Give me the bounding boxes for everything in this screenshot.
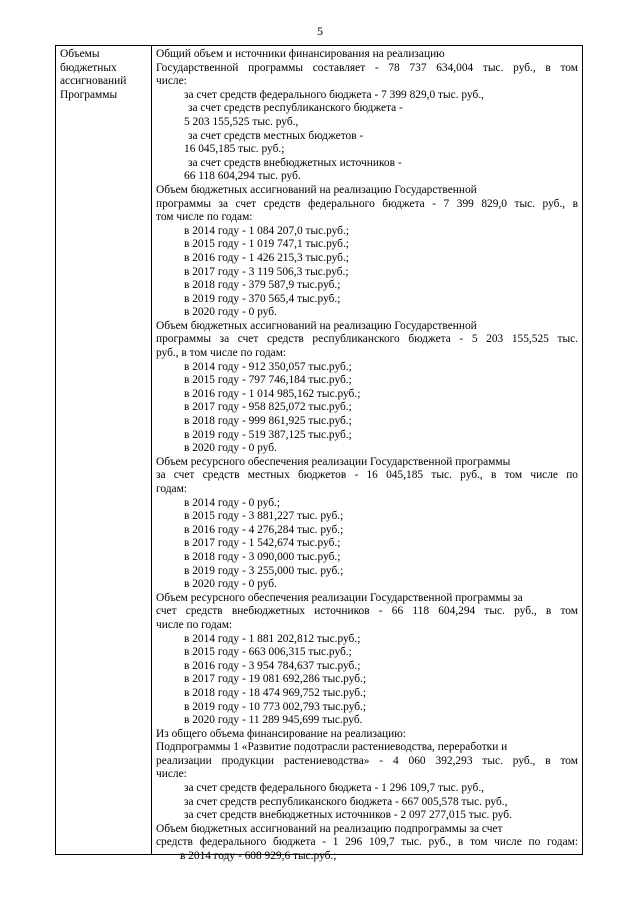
text-line: в 2017 году - 958 825,072 тыс.руб.; xyxy=(184,401,352,414)
text-line: в 2016 году - 4 276,284 тыс. руб.; xyxy=(184,523,344,536)
text-line: за счет средств внебюджетных источников - 2 097 277,015 тыс. руб. xyxy=(184,809,512,822)
text-line: реализации продукции растениеводства» - 4 060 392,293 тыс. руб., в том xyxy=(156,754,578,767)
text-line: в 2018 году - 3 090,000 тыс.руб.; xyxy=(184,550,341,563)
text-line: в 2014 году - 0 руб.; xyxy=(184,496,281,509)
text-line: в 2015 году - 663 006,315 тыс.руб.; xyxy=(184,646,352,659)
text-line: в 2014 году - 912 350,057 тыс.руб.; xyxy=(184,360,352,373)
text-line: Подпрограммы 1 «Развитие подотрасли растениеводства, переработки и xyxy=(156,741,508,754)
text-line: в 2019 году - 3 255,000 тыс. руб.; xyxy=(184,564,344,577)
text-line: за счет средств местных бюджетов - xyxy=(188,129,364,142)
text-line: Государственной программы составляет - 78 737 634,004 тыс. руб., в том xyxy=(156,61,578,74)
text-line: в 2020 году - 0 руб. xyxy=(184,442,277,455)
text-line: Объем бюджетных ассигнований на реализацию подпрограммы за счет xyxy=(156,822,503,835)
text-line: за счет средств местных бюджетов - 16 045,185 тыс. руб., в том числе по xyxy=(156,469,578,482)
text-line: Объем ресурсного обеспечения реализации Государственной программы за xyxy=(156,591,523,604)
text-line: в 2018 году - 18 474 969,752 тыс.руб.; xyxy=(184,686,367,699)
text-line: в 2016 году - 1 426 215,3 тыс.руб.; xyxy=(184,251,349,264)
text-line: Из общего объема финансирование на реализацию: xyxy=(156,727,406,740)
text-line: 5 203 155,525 тыс. руб., xyxy=(184,115,299,128)
text-line: в 2020 году - 11 289 945,699 тыс.руб. xyxy=(184,714,363,727)
row-label-line: бюджетных xyxy=(60,61,117,74)
text-line: том числе по годам: xyxy=(156,211,253,224)
text-line: годам: xyxy=(156,483,187,495)
text-line: Общий объем и источники финансирования на реализацию xyxy=(156,48,445,60)
row-label-line: Программы xyxy=(60,88,118,101)
row-label-cell xyxy=(56,46,152,854)
text-line: за счет средств федерального бюджета - 1 296 109,7 тыс. руб., xyxy=(184,782,485,795)
text-line: в 2019 году - 370 565,4 тыс.руб.; xyxy=(184,292,341,305)
text-line: в 2018 году - 379 587,9 тыс.руб.; xyxy=(184,279,341,292)
text-line: 16 045,185 тыс. руб.; xyxy=(184,143,285,156)
text-line: в 2016 году - 3 954 784,637 тыс.руб.; xyxy=(184,659,361,672)
text-line: в 2018 году - 999 861,925 тыс.руб.; xyxy=(184,415,352,428)
row-label-line: ассигнований xyxy=(60,75,127,88)
text-line: счет средств внебюджетных источников - 66 118 604,294 тыс. руб., в том xyxy=(156,605,578,618)
text-line: в 2016 году - 1 014 985,162 тыс.руб.; xyxy=(184,387,361,400)
text-line: в 2015 году - 3 881,227 тыс. руб.; xyxy=(184,510,344,523)
text-line: 66 118 604,294 тыс. руб. xyxy=(184,170,301,183)
text-line: за счет средств республиканского бюджета - 667 005,578 тыс. руб., xyxy=(184,795,508,808)
text-line: Объем бюджетных ассигнований на реализацию Государственной xyxy=(156,319,477,332)
text-line: за счет средств внебюджетных источников - xyxy=(188,156,402,169)
text-line: в 2019 году - 10 773 002,793 тыс.руб.; xyxy=(184,700,367,713)
text-line: в 2014 году - 1 881 202,812 тыс.руб.; xyxy=(184,632,361,645)
text-line: числе по годам: xyxy=(156,618,233,631)
text-line: числе: xyxy=(156,75,187,88)
text-line: за счет средств федерального бюджета - 7 399 829,0 тыс. руб., xyxy=(184,88,485,101)
text-line: в 2020 году - 0 руб. xyxy=(184,306,277,319)
text-line: в 2017 году - 1 542,674 тыс.руб.; xyxy=(184,537,341,550)
text-line: за счет средств республиканского бюджета - xyxy=(188,102,403,115)
text-line: программы за счет средств республиканского бюджета - 5 203 155,525 тыс. xyxy=(156,333,578,346)
page-number: 5 xyxy=(317,24,323,38)
text-line: Объем ресурсного обеспечения реализации Государственной программы xyxy=(156,455,511,468)
text-line: в 2019 году - 519 387,125 тыс.руб.; xyxy=(184,428,352,441)
text-line: в 2014 году - 1 084 207,0 тыс.руб.; xyxy=(184,224,349,237)
row-label-line: Объемы xyxy=(60,48,100,60)
text-line: в 2015 году - 797 746,184 тыс.руб.; xyxy=(184,374,352,387)
text-line: в 2017 году - 3 119 506,3 тыс.руб.; xyxy=(184,265,349,278)
text-line: в 2017 году - 19 081 692,286 тыс.руб.; xyxy=(184,673,367,686)
text-line: числе: xyxy=(156,768,187,781)
passport-table xyxy=(55,45,583,863)
text-line: программы за счет средств федерального бюджета - 7 399 829,0 тыс. руб., в xyxy=(156,197,578,210)
text-line: в 2020 году - 0 руб. xyxy=(184,578,277,591)
text-line: Объем бюджетных ассигнований на реализацию Государственной xyxy=(156,183,477,196)
row-content-cell xyxy=(152,46,582,863)
text-line: руб., в том числе по годам: xyxy=(156,347,287,360)
text-line: в 2014 году - 608 929,6 тыс.руб.; xyxy=(180,850,337,863)
text-line: средств федерального бюджета - 1 296 109,7 тыс. руб., в том числе по годам: xyxy=(156,836,578,849)
text-line: в 2015 году - 1 019 747,1 тыс.руб.; xyxy=(184,238,349,251)
